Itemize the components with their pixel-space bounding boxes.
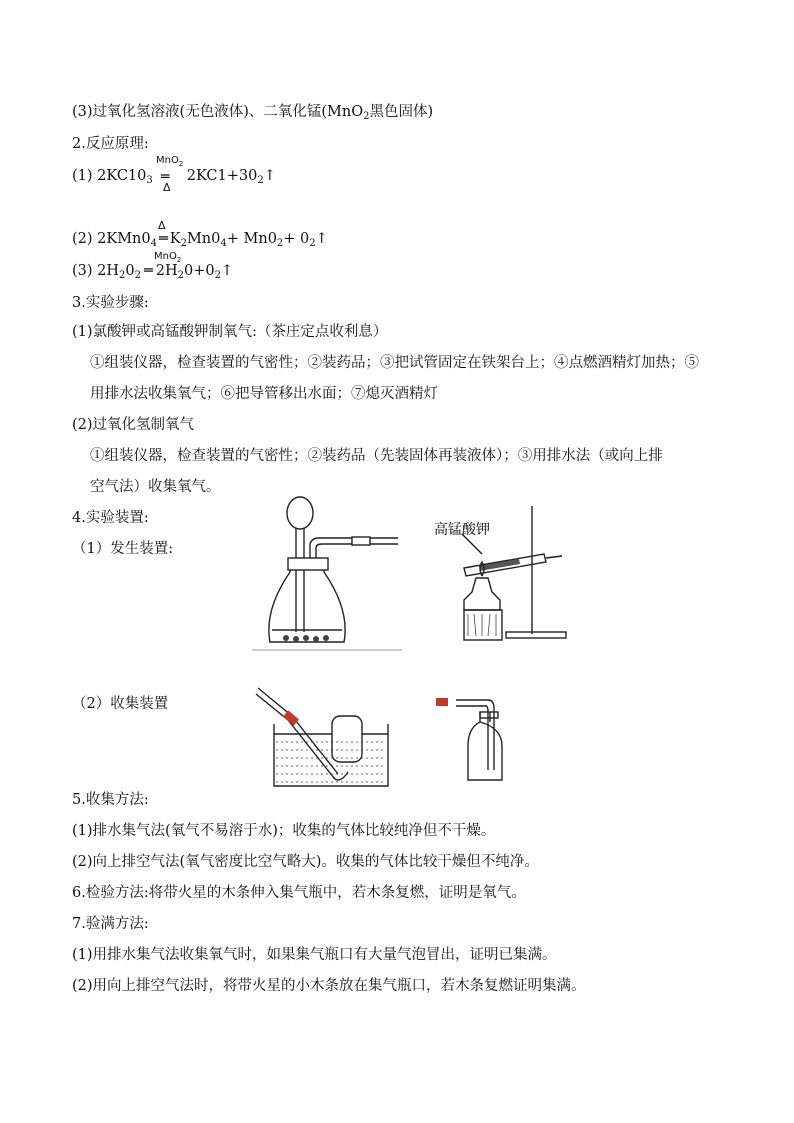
collection-apparatus-label: （2）收集装置	[72, 696, 169, 712]
steps-2-line-a: ①组装仪器，检查装置的气密性；②装药品（先装固体再装液体）；③用排水法（或向上排	[90, 448, 663, 464]
steps-1-line-b: 用排水法收集氧气；⑥把导管移出水面；⑦熄灭酒精灯	[90, 386, 438, 402]
full-check-2: (2)用向上排空气法时，将带火星的小木条放在集气瓶口，若木条复燃证明集满。	[72, 978, 586, 994]
text-line-reagent-3: (3)过氧化氢溶液(无色液体)、二氧化锰(MnO$_2$黑色固体)	[72, 104, 434, 122]
full-check-1: (1)用排水集气法收集氧气时，如果集气瓶口有大量气泡冒出，证明已集满。	[72, 947, 557, 963]
reaction-3: (3) $2H_20_2$ ═ $2H_20+0_2↑$	[72, 263, 234, 281]
steps-1-line-a: ①组装仪器，检查装置的气密性；②装药品；③把试管固定在铁架台上；④点燃酒精灯加热；⑤	[90, 355, 699, 371]
collection-method-2: (2)向上排空气法(氧气密度比空气略大)。收集的气体比较干燥但不纯净。	[72, 854, 539, 870]
steps-2-line-b: 空气法）收集氧气。	[90, 479, 221, 495]
kmno4-label: 高锰酸钾	[434, 522, 490, 538]
reaction-2: (2) $2KMn0_4$ ═ $K_2Mn0_4+ Mn0_2+$ $0_2↑$	[72, 231, 328, 249]
heading-full-check: 7.验满方法:	[72, 916, 149, 932]
reaction-1: (1) $2KC10_3$ $2KC1+30_2↑$	[72, 168, 276, 186]
generation-apparatus-label: （1）发生装置:	[72, 541, 174, 557]
kmno4-heating-figure	[424, 496, 574, 646]
reaction-1-heat: Δ	[163, 181, 171, 194]
reaction-1-equals: ═	[161, 169, 170, 185]
heading-apparatus: 4.实验装置:	[72, 510, 149, 526]
upward-air-figure	[428, 690, 518, 786]
water-displacement-figure	[252, 680, 392, 792]
steps-2-title: (2)过氧化氢制氧气	[72, 417, 195, 433]
reaction-2-heat: Δ	[158, 219, 166, 232]
flask-apparatus-figure	[252, 492, 402, 660]
test-method: 6.检验方法:将带火星的木条伸入集气瓶中，若木条复燃，证明是氧气。	[72, 885, 526, 901]
heading-reaction-principle: 2.反应原理:	[72, 136, 149, 152]
heading-steps: 3.实验步骤:	[72, 295, 149, 311]
reaction-3-catalyst: MnO$_2$	[154, 251, 182, 264]
steps-1-title: (1)氯酸钾或高锰酸钾制氧气:（茶庄定点收利息）	[72, 324, 388, 340]
heading-collection-methods: 5.收集方法:	[72, 792, 149, 808]
reaction-1-catalyst: MnO$_2$	[156, 155, 184, 168]
collection-method-1: (1)排水集气法(氧气不易溶于水)；收集的气体比较纯净但不干燥。	[72, 823, 496, 839]
